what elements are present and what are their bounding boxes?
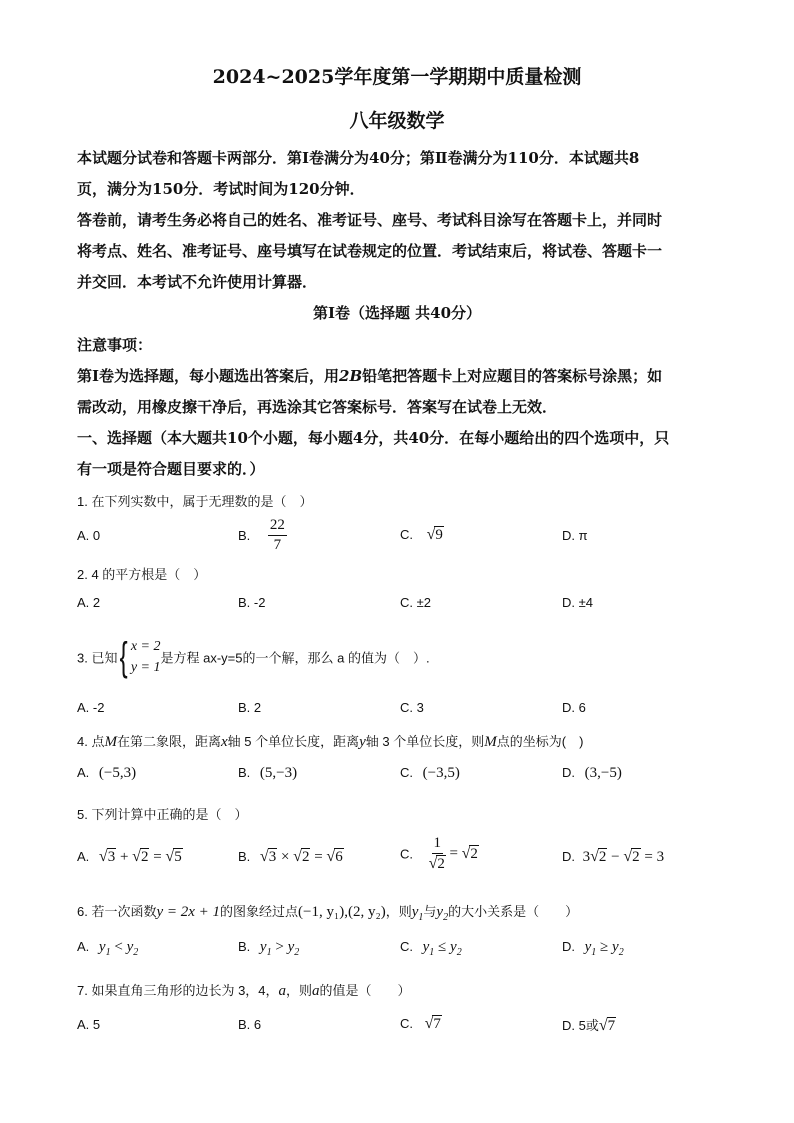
sqrt-expression: √9 <box>426 526 443 543</box>
q2-option-c: C. ±2 <box>400 595 431 610</box>
q6-option-a <box>77 939 138 958</box>
q1-option-a: A. 0 <box>77 528 101 543</box>
q5-option-b <box>238 848 344 866</box>
q4-option-a <box>77 765 136 782</box>
option-label: B. <box>238 528 251 543</box>
option-label: B. <box>238 849 251 864</box>
q5-option-a <box>77 848 183 866</box>
q3-option-b: B. 2 <box>238 700 262 715</box>
stem-text: 在第二象限，距离 <box>116 734 221 749</box>
notes-text: 第Ⅰ卷为选择题，每小题选出答案后，用 <box>77 367 340 385</box>
question-2-stem: 2. 4 的平方根是（ ） <box>77 567 207 582</box>
q2-option-a: A. 2 <box>77 595 101 610</box>
variable: y <box>359 734 366 750</box>
stem-text: ，则 <box>286 983 313 998</box>
notes-line <box>77 365 662 386</box>
stem-text: 点的坐标为( ) <box>496 734 584 749</box>
q7-option-b: B. 6 <box>238 1017 262 1032</box>
coordinate: (−3,5) <box>422 765 460 781</box>
part-instructions: 一、选择题（本大题共10个小题，每小题4分，共40分．在每小题给出的四个选项中，只 <box>77 429 670 447</box>
stem-text: 4. 点 <box>77 734 105 749</box>
expression: 3√2 − √2 = 3 <box>582 848 665 865</box>
denominator: 7 <box>273 537 282 553</box>
q7-option-c <box>400 1015 442 1033</box>
variable: M <box>104 734 117 750</box>
comparison: $y_1 < y_2$ <box>98 939 139 958</box>
q6-option-c <box>400 939 462 958</box>
equation: x = 2 <box>130 639 161 654</box>
q6-option-b <box>238 939 299 958</box>
q2-option-b: B. -2 <box>238 595 266 610</box>
option-label: D. 5或 <box>562 1018 599 1033</box>
q4-option-b <box>238 765 297 782</box>
notes-line: 需改动，用橡皮擦干净后，再选涂其它答案标号．答案写在试卷上无效． <box>77 398 558 416</box>
stem-text: 的值是（ ） <box>319 983 411 998</box>
q3-option-a: A. -2 <box>77 700 105 715</box>
notes-text: 铅笔把答题卡上对应题目的答案标号涂黑；如 <box>362 367 663 385</box>
option-label: B. <box>238 765 251 780</box>
q3-option-d: D. 6 <box>562 700 586 715</box>
option-label: C. <box>400 527 413 542</box>
part-instructions: 有一项是符合题目要求的．） <box>77 460 265 478</box>
q1-option-d: D. π <box>562 528 588 543</box>
function-expression: y = 2x + 1 <box>156 904 221 920</box>
denominator: √2 <box>428 855 445 872</box>
comparison: $y_1 \le y_2$ <box>422 939 462 958</box>
stem-text: 与 <box>423 904 437 919</box>
intro-line: 将考点、姓名、准考证号、座号填写在试卷规定的位置．考试结束后，将试卷、答题卡一 <box>77 242 663 260</box>
brace-icon: { <box>120 635 129 679</box>
variable: x <box>220 734 228 750</box>
pencil-grade: 2B <box>339 367 363 385</box>
option-label: A. <box>77 765 90 780</box>
expression: √3 + √2 = √5 <box>98 848 182 865</box>
equation: y = 1 <box>130 660 161 675</box>
exam-subtitle: 八年级数学 <box>349 110 445 132</box>
intro-line: 答卷前，请考生务必将自己的姓名、准考证号、座号、考试科目涂写在答题卡上，并同时 <box>77 211 663 229</box>
stem-text: 轴 5 个单位长度，距离 <box>227 734 360 749</box>
question-7-stem <box>77 980 411 1000</box>
q5-option-d <box>562 848 664 866</box>
numerator: 22 <box>268 518 287 536</box>
q5-option-c <box>400 836 479 872</box>
option-label: D. <box>562 765 575 780</box>
coordinate: (−5,3) <box>98 765 137 781</box>
equation-system <box>131 636 161 678</box>
stem-text: 7. 如果直角三角形的边长为 3，4， <box>77 983 279 998</box>
stem-text: 3. 已知 <box>77 650 118 666</box>
q2-option-d: D. ±4 <box>562 595 593 610</box>
sqrt-expression: √7 <box>598 1017 616 1034</box>
numerator: 1 <box>432 836 444 854</box>
question-6-stem <box>77 901 578 923</box>
sqrt-expression: √2 <box>461 845 478 862</box>
stem-text: 的图象经过点 <box>220 904 299 919</box>
section-heading: 第Ⅰ卷（选择题 共40分） <box>312 304 482 322</box>
question-3-stem <box>77 636 430 678</box>
q3-option-c: C. 3 <box>400 700 424 715</box>
stem-text: 轴 3 个单位长度，则 <box>365 734 485 749</box>
q1-option-c <box>400 526 444 544</box>
option-label: B. <box>238 939 251 954</box>
q4-option-d <box>562 765 622 782</box>
option-label: C. <box>400 846 413 862</box>
stem-text: 是方程 ax-y=5的一个解，那么 a 的值为（ ）. <box>160 650 430 666</box>
points: (−1, y₁),(2, y₂) <box>298 904 386 920</box>
q6-option-d <box>562 939 624 958</box>
option-label: A. <box>77 849 90 864</box>
var-y2: $y_2$ <box>436 904 449 923</box>
expression: √3 × √2 = √6 <box>259 848 343 865</box>
option-label: C. <box>400 939 413 954</box>
intro-line: 页，满分为150分．考试时间为120分钟． <box>77 180 365 198</box>
q4-option-c <box>400 765 460 782</box>
q1-option-b <box>238 518 287 553</box>
intro-line: 本试题分试卷和答题卡两部分．第Ⅰ卷满分为40分；第Ⅱ卷满分为110分．本试题共8 <box>77 149 640 167</box>
variable: a <box>278 983 287 999</box>
intro-line: 并交回．本考试不允许使用计算器． <box>77 273 318 291</box>
coordinate: (3,−5) <box>584 765 622 781</box>
sqrt-expression: √7 <box>424 1015 441 1032</box>
comparison: $y_1 > y_2$ <box>259 939 300 958</box>
coordinate: (5,−3) <box>259 765 298 781</box>
variable: a <box>312 983 320 999</box>
exam-title: 2024~2025学年度第一学期期中质量检测 <box>212 66 582 88</box>
stem-text: 的大小关系是（ ） <box>448 904 579 919</box>
fraction <box>429 836 446 872</box>
option-label: D. <box>562 849 575 864</box>
question-4-stem <box>77 731 583 751</box>
variable: M <box>484 734 497 750</box>
option-label: A. <box>77 939 90 954</box>
equals-sign: = <box>449 845 458 862</box>
option-label: C. <box>400 1016 413 1031</box>
question-5-stem: 5. 下列计算中正确的是（ ） <box>77 807 248 822</box>
option-label: C. <box>400 765 413 780</box>
question-1-stem: 1. 在下列实数中，属于无理数的是（ ） <box>77 494 313 509</box>
fraction <box>268 518 287 553</box>
q7-option-d <box>562 1015 616 1035</box>
comparison: $y_1 \ge y_2$ <box>584 939 624 958</box>
notes-title: 注意事项： <box>77 336 153 354</box>
var-y1: $y_1$ <box>411 904 424 923</box>
stem-text: ，则 <box>385 904 412 919</box>
option-label: D. <box>562 939 575 954</box>
stem-text: 6. 若一次函数 <box>77 904 157 919</box>
q7-option-a: A. 5 <box>77 1017 101 1032</box>
